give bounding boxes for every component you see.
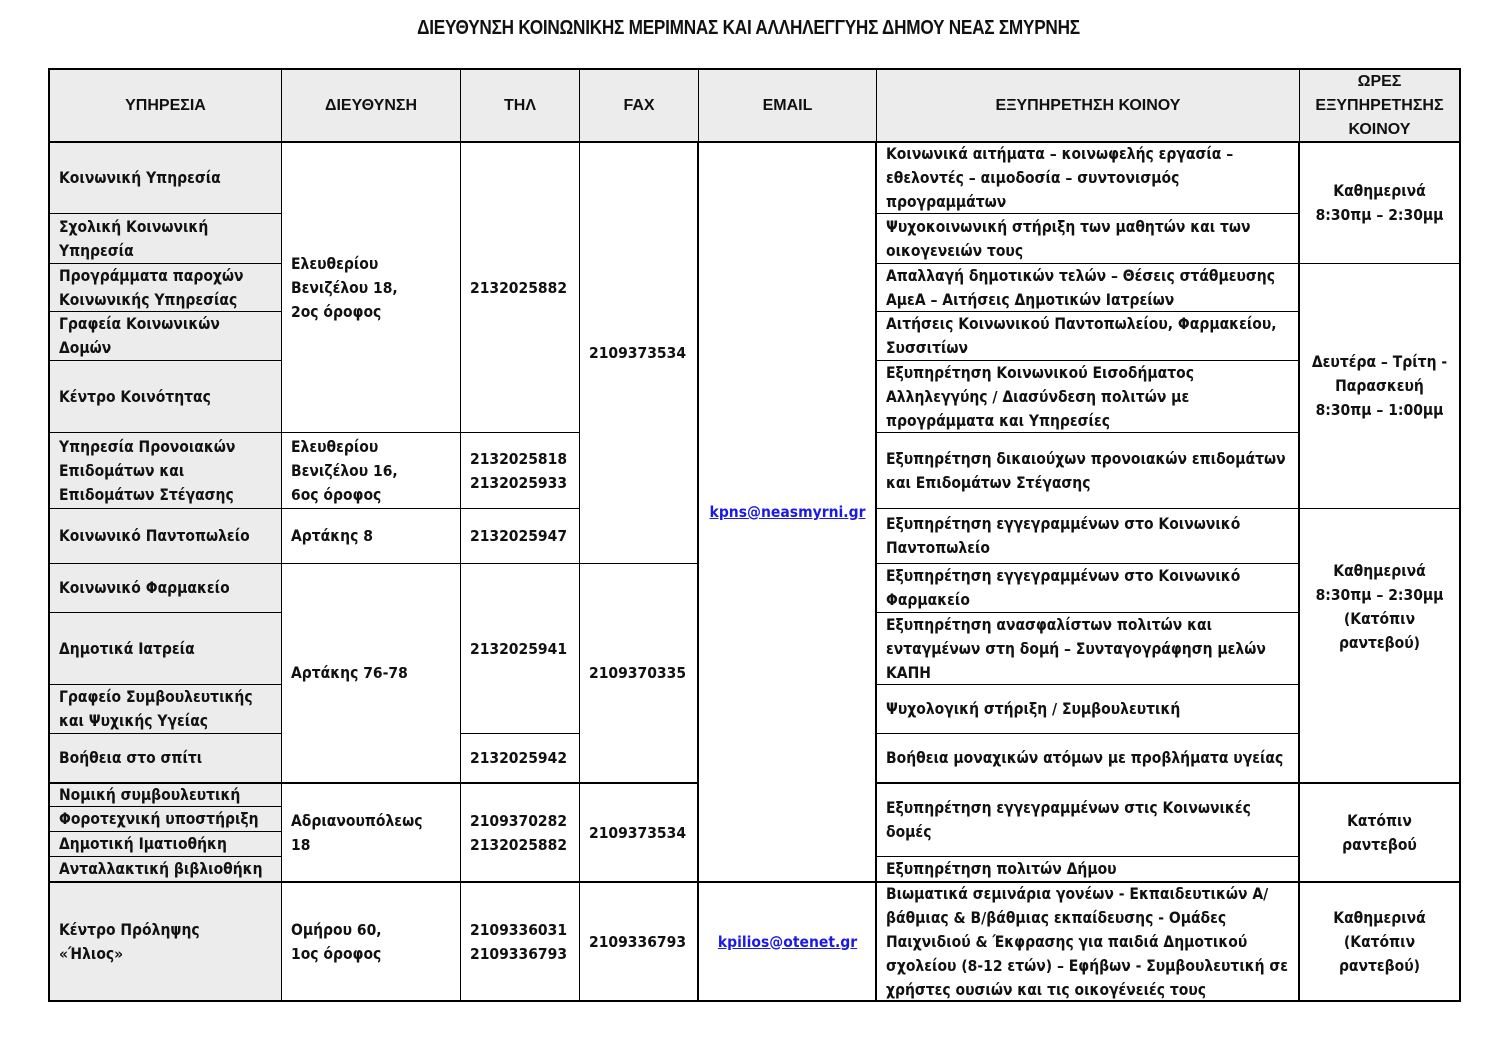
phone-number: 2132025818 2132025933 bbox=[470, 449, 568, 492]
header-public-service-label: ΕΞΥΠΗΡΕΤΗΣΗ ΚΟΙΝΟΥ bbox=[995, 97, 1181, 114]
column-divider bbox=[1298, 142, 1300, 1002]
hours-cell bbox=[1299, 782, 1460, 882]
public-service-cell bbox=[876, 508, 1300, 564]
public-service-text: Εξυπηρέτηση πολιτών Δήμου bbox=[886, 860, 1117, 878]
fax-number: 2109336793 bbox=[589, 932, 687, 951]
email-link[interactable]: kpilios@otenet.gr bbox=[717, 932, 858, 951]
header-phone-label: ΤΗΛ bbox=[504, 97, 536, 114]
hours-cell bbox=[1299, 508, 1460, 783]
phone-cell bbox=[460, 782, 580, 882]
public-service-cell bbox=[876, 432, 1300, 509]
header-email bbox=[698, 69, 877, 143]
phone-number: 2132025947 bbox=[470, 527, 568, 545]
service-cell bbox=[49, 782, 282, 807]
header-hours-label: ΩΡΕΣ ΕΞΥΠΗΡΕΤΗΣΗΣ ΚΟΙΝΟΥ bbox=[1315, 73, 1444, 138]
address-cell bbox=[281, 432, 461, 509]
fax-number: 2109373534 bbox=[589, 823, 687, 842]
address-text: Ελευθερίου Βενιζέλου 18, 2ος όροφος bbox=[291, 254, 398, 321]
service-cell bbox=[49, 856, 282, 882]
address-text: Ομήρου 60, 1ος όροφος bbox=[291, 920, 382, 963]
fax-cell bbox=[579, 782, 699, 882]
header-service bbox=[49, 69, 282, 143]
service-name: Βοήθεια στο σπίτι bbox=[59, 749, 203, 767]
header-divider bbox=[49, 141, 1460, 143]
service-name: Κέντρο Κοινότητας bbox=[59, 387, 211, 406]
address-cell bbox=[281, 881, 461, 1001]
header-email-label: EMAIL bbox=[762, 97, 813, 114]
phone-number: 2132025942 bbox=[470, 749, 568, 767]
public-service-text: Κοινωνικά αιτήματα – κοινωφελής εργασία – εθελοντές – αιμοδοσία – συντονισμός προγραμμάτων bbox=[886, 145, 1234, 211]
header-service-label: ΥΠΗΡΕΣΙΑ bbox=[125, 97, 206, 114]
address-text: Αρτάκης 8 bbox=[291, 527, 373, 545]
service-name: Νομική συμβουλευτική bbox=[59, 786, 241, 804]
service-name: Δημοτικά Ιατρεία bbox=[59, 639, 195, 658]
public-service-cell bbox=[876, 563, 1300, 613]
address-cell bbox=[281, 782, 461, 882]
address-text: Αδριανουπόλεως 18 bbox=[291, 811, 423, 854]
address-cell bbox=[281, 142, 461, 433]
service-name: Δημοτική Ιματιοθήκη bbox=[59, 835, 227, 853]
service-cell bbox=[49, 263, 282, 312]
column-divider bbox=[697, 142, 699, 1002]
header-public-service bbox=[876, 69, 1300, 143]
service-cell bbox=[49, 612, 282, 685]
fax-number: 2109370335 bbox=[589, 664, 687, 682]
header-hours bbox=[1299, 69, 1460, 143]
public-service-cell bbox=[876, 856, 1300, 882]
public-service-cell bbox=[876, 612, 1300, 685]
public-service-text: Εξυπηρέτηση εγγεγραμμένων στο Κοινωνικό Παντοπωλείο bbox=[886, 515, 1241, 557]
phone-cell bbox=[460, 142, 580, 433]
header-fax-label: FAX bbox=[623, 97, 655, 114]
public-service-cell bbox=[876, 360, 1300, 433]
phone-number: 2109336031 2109336793 bbox=[470, 920, 568, 963]
public-service-text: Εξυπηρέτηση Κοινωνικού Εισοδήματος Αλληλεγγύης / Διασύνδεση πολιτών με προγράμματα και Υπηρεσίες bbox=[886, 363, 1195, 430]
hours-text: Καθημερινά (Κατόπιν ραντεβού) bbox=[1333, 908, 1426, 975]
service-cell bbox=[49, 213, 282, 264]
service-name: Υπηρεσία Προνοιακών Επιδομάτων και Επιδομάτων Στέγασης bbox=[59, 437, 236, 504]
hours-cell bbox=[1299, 263, 1460, 509]
public-service-cell bbox=[876, 782, 1300, 857]
fax-cell bbox=[579, 881, 699, 1001]
service-name: Κέντρο Πρόληψης «Ήλιος» bbox=[59, 920, 200, 963]
service-name: Προγράμματα παροχών Κοινωνικής Υπηρεσίας bbox=[59, 266, 244, 309]
public-service-text: Βιωματικά σεμινάρια γονέων - Εκπαιδευτικών Α/βάθμιας & Β/βάθμιας εκπαίδευσης - Ομάδες Παιχνιδιού & Έκφρασης για παιδιά Δημοτικού σχολείου (8-12 ετών) – Εφήβων - Συμβουλευτική σε χρήστες ουσιών και τις οικογένειές τους bbox=[886, 884, 1289, 999]
header-fax bbox=[579, 69, 699, 143]
fax-cell bbox=[579, 563, 699, 783]
public-service-text: Απαλλαγή δημοτικών τελών – Θέσεις στάθμευσης ΑμεΑ – Αιτήσεις Δημοτικών Ιατρείων bbox=[886, 266, 1275, 309]
hours-text: Δευτέρα – Τρίτη - Παρασκευή 8:30πμ – 1:00μμ bbox=[1311, 353, 1448, 419]
service-name: Κοινωνικό Φαρμακείο bbox=[59, 579, 230, 597]
hours-text: Κατόπιν ραντεβού bbox=[1342, 811, 1417, 854]
public-service-text: Εξυπηρέτηση δικαιούχων προνοιακών επιδομάτων και Επιδομάτων Στέγασης bbox=[886, 449, 1286, 492]
address-cell bbox=[281, 563, 461, 783]
hours-cell bbox=[1299, 881, 1460, 1001]
public-service-text: Βοήθεια μοναχικών ατόμων με προβλήματα υγείας bbox=[886, 749, 1284, 767]
service-name: Κοινωνικό Παντοπωλείο bbox=[59, 527, 250, 545]
public-service-cell bbox=[876, 213, 1300, 264]
service-name: Φοροτεχνική υποστήριξη bbox=[59, 810, 259, 828]
public-service-text: Εξυπηρέτηση ανασφαλίστων πολιτών και ενταγμένων στη δομή – Συνταγογράφηση μελών ΚΑΠΗ bbox=[886, 615, 1266, 682]
service-cell bbox=[49, 881, 282, 1001]
address-cell bbox=[281, 508, 461, 564]
service-cell bbox=[49, 684, 282, 734]
service-name: Γραφεία Κοινωνικών Δομών bbox=[59, 315, 220, 357]
public-service-text: Αιτήσεις Κοινωνικού Παντοπωλείου, Φαρμακείου, Συσσιτίων bbox=[886, 315, 1277, 357]
hours-cell bbox=[1299, 142, 1460, 264]
phone-cell bbox=[460, 563, 580, 734]
hours-text: Καθημερινά 8:30πμ – 2:30μμ bbox=[1315, 182, 1444, 224]
address-text: Αρτάκης 76-78 bbox=[291, 664, 408, 682]
public-service-text: Εξυπηρέτηση εγγεγραμμένων στο Κοινωνικό Φαρμακείο bbox=[886, 567, 1241, 609]
service-cell bbox=[49, 311, 282, 361]
service-name: Κοινωνική Υπηρεσία bbox=[59, 169, 221, 187]
document-title: ΔΙΕΥΘΥΝΣΗ ΚΟΙΝΩΝΙΚΗΣ ΜΕΡΙΜΝΑΣ ΚΑΙ ΑΛΛΗΛΕΓΓΥΗΣ ΔΗΜΟΥ ΝΕΑΣ ΣΜΥΡΝΗΣ bbox=[417, 17, 1080, 39]
phone-number: 2109370282 2132025882 bbox=[470, 811, 568, 854]
service-cell bbox=[49, 508, 282, 564]
fax-cell bbox=[579, 142, 699, 564]
header-address-label: ΔΙΕΥΘΥΝΣΗ bbox=[324, 97, 418, 114]
public-service-cell bbox=[876, 881, 1300, 1001]
service-name: Ανταλλακτική βιβλιοθήκη bbox=[59, 860, 263, 878]
public-service-cell bbox=[876, 311, 1300, 361]
phone-cell bbox=[460, 881, 580, 1001]
fax-number: 2109373534 bbox=[589, 344, 687, 362]
service-cell bbox=[49, 563, 282, 613]
public-service-text: Ψυχοκοινωνική στήριξη των μαθητών και των οικογενειών τους bbox=[886, 217, 1251, 260]
service-cell bbox=[49, 432, 282, 509]
header-phone bbox=[460, 69, 580, 143]
public-service-cell bbox=[876, 263, 1300, 312]
phone-cell bbox=[460, 733, 580, 783]
public-service-text: Εξυπηρέτηση εγγεγραμμένων στις Κοινωνικές δομές bbox=[886, 799, 1251, 841]
phone-number: 2132025941 bbox=[470, 639, 568, 658]
service-cell bbox=[49, 360, 282, 433]
address-text: Ελευθερίου Βενιζέλου 16, 6ος όροφος bbox=[291, 437, 398, 504]
service-name: Σχολική Κοινωνική Υπηρεσία bbox=[59, 217, 209, 260]
service-cell bbox=[49, 831, 282, 857]
hours-text: Καθημερινά 8:30πμ – 2:30μμ (Κατόπιν ραντεβού) bbox=[1315, 561, 1444, 652]
service-cell bbox=[49, 806, 282, 832]
service-cell bbox=[49, 733, 282, 783]
public-service-cell bbox=[876, 733, 1300, 783]
service-cell bbox=[49, 142, 282, 214]
email-link[interactable]: kpns@neasmyrni.gr bbox=[709, 503, 866, 521]
phone-cell bbox=[460, 432, 580, 509]
public-service-text: Ψυχολογική στήριξη / Συμβουλευτική bbox=[886, 700, 1181, 718]
public-service-cell bbox=[876, 142, 1300, 214]
phone-cell bbox=[460, 508, 580, 564]
public-service-cell bbox=[876, 684, 1300, 734]
service-name: Γραφείο Συμβουλευτικής και Ψυχικής Υγείας bbox=[59, 688, 253, 730]
column-divider bbox=[875, 142, 877, 1002]
phone-number: 2132025882 bbox=[470, 278, 568, 297]
email-cell bbox=[698, 142, 877, 882]
header-address bbox=[281, 69, 461, 143]
email-cell bbox=[698, 881, 877, 1001]
